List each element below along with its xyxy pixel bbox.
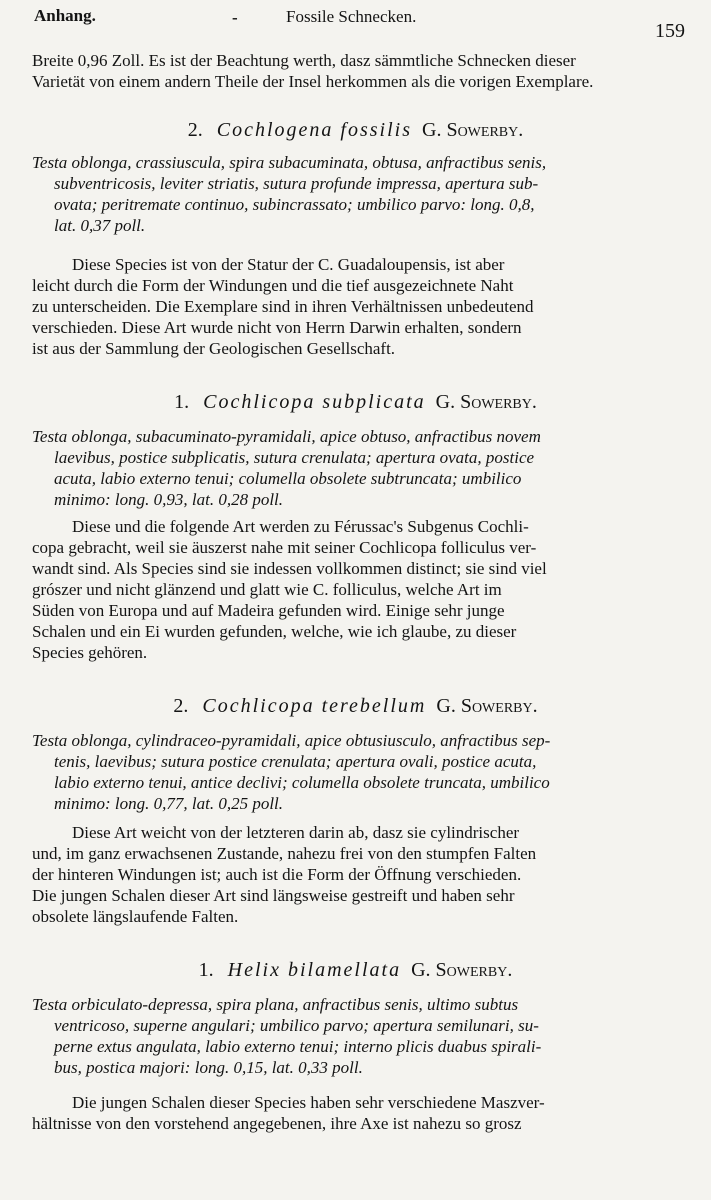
description-paragraph [32,516,684,663]
description-paragraph [32,254,684,359]
description-paragraph [32,822,684,927]
latin-diagnosis [32,426,684,510]
species-number: 1. [198,959,214,981]
text-line: und, im ganz erwachsenen Zustande, nahezu frei von den stumpfen Falten [32,844,537,863]
text-line: Diese und die folgende Art werden zu Férussac's Subgenus Cochli- [72,517,529,536]
species-heading [0,692,711,720]
species-heading [0,116,711,144]
latin-line: Testa orbiculato-depressa, spira plana, anfractibus senis, ultimo subtus [32,995,519,1014]
latin-line: bus, postica majori: long. 0,15, lat. 0,33 poll. [54,1058,363,1077]
latin-line: minimo: long. 0,93, lat. 0,28 poll. [54,490,284,509]
latin-line: tenis, laevibus; sutura postice crenulata; apertura ovali, postice acuta, [54,752,537,771]
latin-diagnosis [32,152,684,236]
text-line: Die jungen Schalen dieser Species haben sehr verschiedene Maszver- [72,1093,545,1112]
text-line: Species gehören. [32,643,148,662]
latin-line: lat. 0,37 poll. [54,216,146,235]
species-heading [0,388,711,416]
latin-line: Testa oblonga, cylindraceo-pyramidali, apice obtusiusculo, anfractibus sep- [32,731,551,750]
latin-line: Testa oblonga, subacuminato-pyramidali, apice obtuso, anfractibus novem [32,427,541,446]
latin-line: perne extus angulata, labio externo tenui; interno plicis duabus spirali- [54,1037,542,1056]
latin-diagnosis [32,994,684,1078]
text-line: leicht durch die Form der Windungen und die tief ausgezeichnete Naht [32,276,514,295]
latin-line: labio externo tenui, antice declivi; columella obsolete truncata, umbilico [54,773,550,792]
species-name: Cochlogena fossilis [216,119,412,141]
text-line: Süden von Europa und auf Madeira gefunden wird. Einige sehr junge [32,601,505,620]
species-author: G. Sowerby. [436,695,538,717]
text-line: der hinteren Windungen ist; auch ist die Form der Öffnung verschieden. [32,865,522,884]
latin-line: acuta, labio externo tenui; columella obsolete subtruncata; umbilico [54,469,522,488]
latin-line: subventricosis, leviter striatis, sutura profunde impressa, apertura sub- [54,174,539,193]
latin-line: Testa oblonga, crassiuscula, spira subacuminata, obtusa, anfractibus senis, [32,153,547,172]
species-number: 1. [174,391,190,413]
text-line: grószer und nicht glänzend und glatt wie C. folliculus, welche Art im [32,580,502,599]
text-line: Diese Species ist von der Statur der C. Guadaloupensis, ist aber [72,255,505,274]
text-line: Diese Art weicht von der letzteren darin ab, dasz sie cylindrischer [72,823,520,842]
text-line: obsolete längslaufende Falten. [32,907,239,926]
running-header [34,2,685,42]
text-line: Breite 0,96 Zoll. Es ist der Beachtung werth, dasz sämmtliche Schnecken dieser [32,51,576,70]
species-number: 2. [173,695,189,717]
header-mark: - [232,8,238,27]
text-line: wandt sind. Als Species sind sie indessen vollkommen distinct; sie sind viel [32,559,547,578]
species-author: G. Sowerby. [411,959,513,981]
species-author: G. Sowerby. [435,391,537,413]
text-line: Die jungen Schalen dieser Art sind längsweise gestreift und haben sehr [32,886,515,905]
page-number: 159 [655,20,685,42]
latin-line: minimo: long. 0,77, lat. 0,25 poll. [54,794,284,813]
species-heading [0,956,711,984]
species-name: Cochlicopa terebellum [202,695,427,717]
header-section-label: Anhang. [34,6,96,25]
text-line: zu unterscheiden. Die Exemplare sind in ihren Verhältnissen unbedeutend [32,297,534,316]
latin-line: laevibus, postice subplicatis, sutura crenulata; apertura ovata, postice [54,448,535,467]
text-line: ist aus der Sammlung der Geologischen Gesellschaft. [32,339,396,358]
text-line: Schalen und ein Ei wurden gefunden, welche, wie ich glaube, zu dieser [32,622,517,641]
text-line: copa gebracht, weil sie äuszerst nahe mit seiner Cochlicopa folliculus ver- [32,538,537,557]
latin-line: ovata; peritremate continuo, subincrassato; umbilico parvo: long. 0,8, [54,195,535,214]
text-line: hältnisse von den vorstehend angegebenen, ihre Axe ist nahezu so grosz [32,1114,522,1133]
header-title: Fossile Schnecken. [286,7,417,26]
species-name: Helix bilamellata [227,959,402,981]
text-line: Varietät von einem andern Theile der Insel herkommen als die vorigen Exemplare. [32,72,594,91]
species-name: Cochlicopa subplicata [203,391,426,413]
intro-paragraph [32,50,684,92]
latin-line: ventricoso, superne angulari; umbilico parvo; apertura semilunari, su- [54,1016,539,1035]
species-number: 2. [187,119,203,141]
species-author: G. Sowerby. [422,119,524,141]
description-paragraph [32,1092,684,1134]
latin-diagnosis [32,730,684,814]
text-line: verschieden. Diese Art wurde nicht von Herrn Darwin erhalten, sondern [32,318,522,337]
